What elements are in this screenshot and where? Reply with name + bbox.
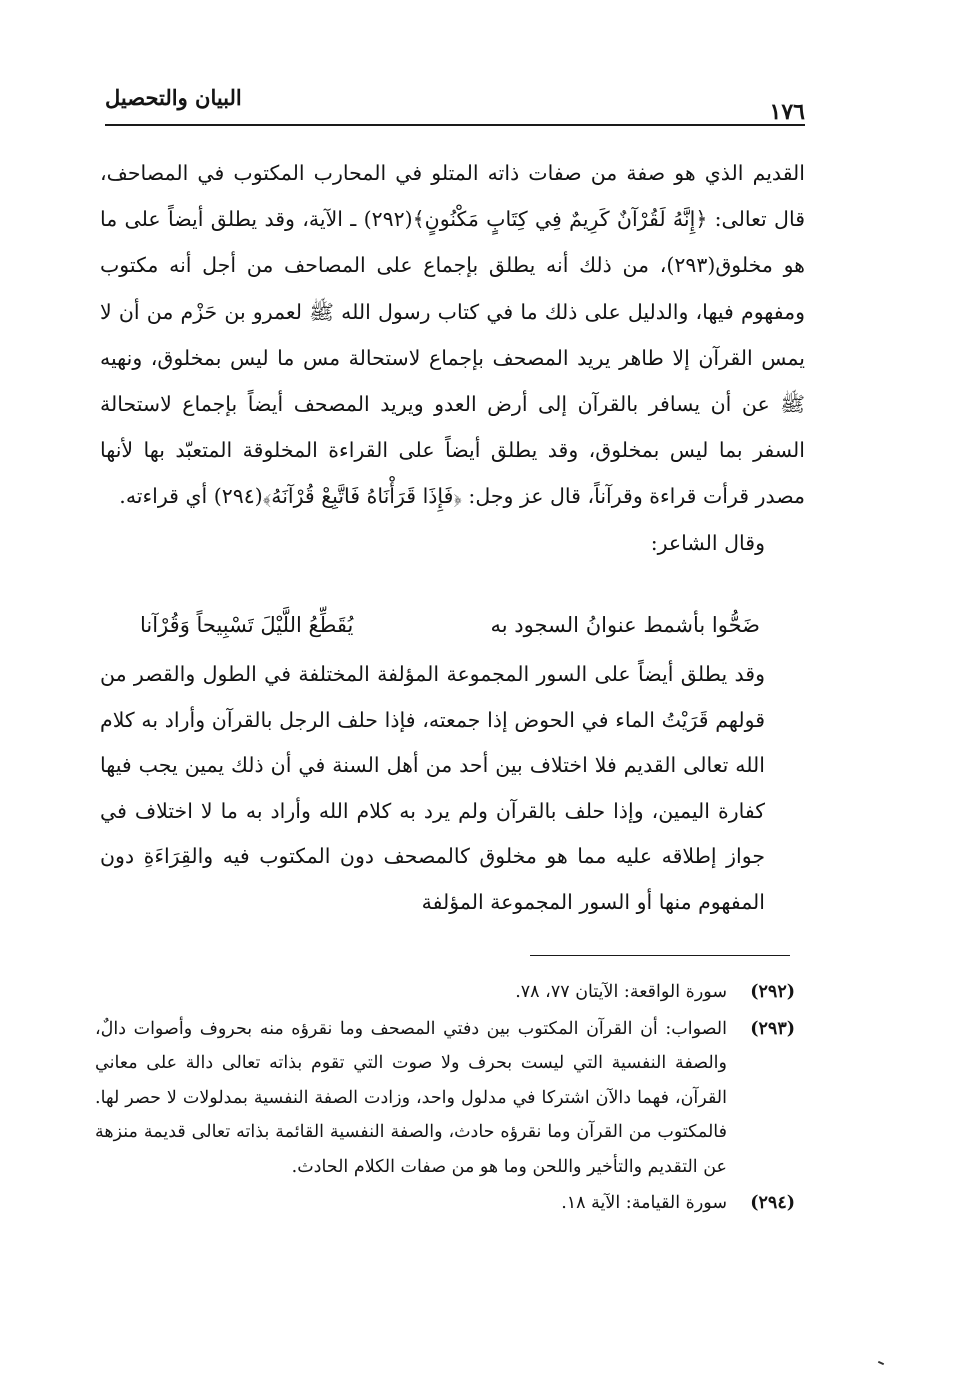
scan-speck [878,1361,884,1365]
footnote-separator [530,955,790,956]
main-text-block-2 [100,652,805,925]
page-header [105,80,805,125]
footnote-number: (٢٩٣) [750,1018,795,1039]
poetry-verse [140,605,760,645]
footnote-text: سورة الواقعة: الآيتان ٧٧، ٧٨. [515,982,727,1002]
running-title: البيان والتحصيل [105,85,242,110]
footnotes [95,975,795,1223]
footnote-293 [95,1012,795,1185]
poet-intro: وقال الشاعر: [650,530,765,555]
footnote-text: الصواب: أن القرآن المكتوب بين دفتي المصحف وما نقرؤه منه بحروف وأصوات دالٌ، والصفة النفسية التي ليست بحرف ولا صوت التي تقوم بذاته تعالى دالة على معاني القرآن، فهما دالآن اشتركا في مدلول واحد، وزادت الصفة النفسية بمدلولات لا حصر لها. فالمكتوب من القرآن وما نقرؤه حادث، والصفة النفسية القائمة بذاته تعالى قديمة منزهة عن التقديم والتأخير واللحن وما هو من صفات الكلام الحادث. [95,1018,727,1177]
footnote-text: سورة القيامة: الآية ١٨. [561,1193,727,1213]
body-paragraph-1: القديم الذي هو صفة من صفات ذاته المتلو في المحارب المكتوب في المصاحف، قال تعالى: ﴿إِنَّهُ لَقُرْآنٌ كَرِيمٌ فِي كِتَابٍ مَكْنُونٍ﴾(٢٩٢) ـ الآية، وقد يطلق أيضاً على ما هو مخلوق(٢٩٣)، من ذلك أنه يطلق بإجماع على المصاحف من أجل أنه مكتوب ومفهوم فيها، والدليل على ذلك ما في كتاب رسول الله ﷺ لعمرو بن حَزْم من أن لا يمس القرآن إلا طاهر يريد المصحف بإجماع لاستحالة مس ما ليس بمخلوق، ونهيه ﷺ عن أن يسافر بالقرآن إلى أرض العدو ويريد المصحف أيضاً بإجماع لاستحالة السفر بما ليس بمخلوق، وقد يطلق أيضاً على القراءة المخلوقة المتعبّد بها لأنها مصدر قرأت قراءة وقرآناً، قال عز وجل: ﴿فَإِذَا قَرَأْنَاهُ فَاتَّبِعْ قُرْآنَهُ﴾(٢٩٤) أي قراءته. [100,161,805,509]
verse-first-hemistich: ضَحُّوا بأشمط عنوانُ السجود به [490,613,760,637]
main-text-block-1 [100,150,805,566]
footnote-number: (٢٩٤) [750,1193,795,1213]
header-rule [105,124,805,126]
verse-second-hemistich: يُقَطِّعُ اللَّيْلَ تَسْبِيحاً وَقُرْآنا [140,613,354,637]
page-number: ١٧٦ [769,99,805,125]
body-paragraph-2: وقد يطلق أيضاً على السور المجموعة المؤلفة المختلفة في الطول والقصر من قولهم قَرَيْتُ الماء في الحوض إذا جمعته، فإذا حلف الرجل بالقرآن وأراد به كلام الله تعالى القديم فلا اختلاف بين أحد من أهل السنة في أن ذلك يمين يجب فيها كفارة اليمين، وإذا حلف بالقرآن ولم يرد به كلام الله وأراد به ما لا اختلاف في جواز إطلاقه عليه مما هو مخلوق كالمصحف دون المكتوب فيه والقِرَاءَةِ دون المفهوم منها أو السور المجموعة المؤلفة [100,662,765,914]
footnote-number: (٢٩٢) [750,982,795,1002]
footnote-294 [95,1186,795,1221]
footnote-292 [95,975,795,1010]
